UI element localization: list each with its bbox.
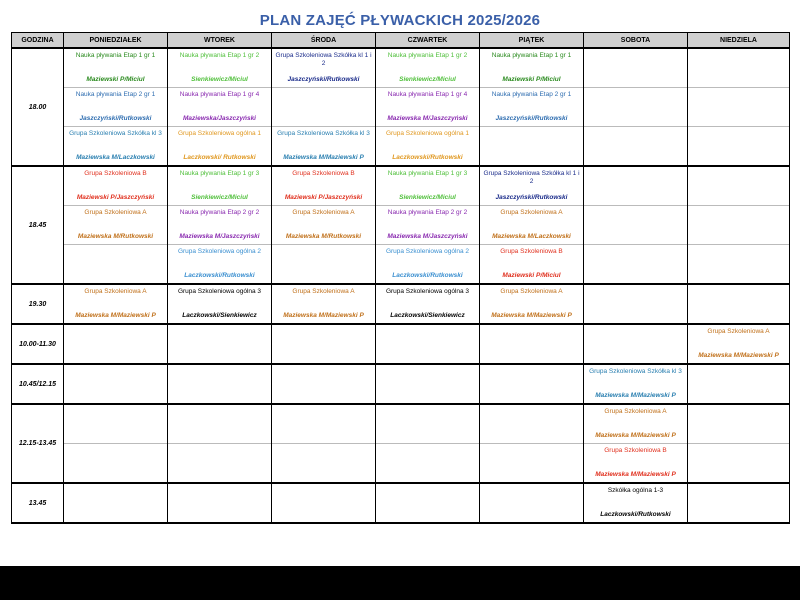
class-cell: [272, 404, 376, 444]
class-cell: [272, 166, 376, 206]
class-cell: [64, 206, 168, 245]
class-cell: [376, 245, 480, 285]
class-cell: [480, 284, 584, 324]
class-cell: [272, 284, 376, 324]
trainers: Maziewska M/Jaszczyński: [179, 233, 260, 240]
group-name: Grupa Szkoleniowa ogólna 2: [177, 248, 262, 255]
class-cell: [272, 48, 376, 88]
class-cell: [688, 284, 790, 324]
group-name: Nauka pływania Etap 2 gr 1: [75, 91, 156, 98]
group-name: Grupa Szkoleniowa ogólna 3: [177, 288, 262, 295]
class-cell: [168, 88, 272, 127]
class-cell: [584, 364, 688, 404]
class-cell: [376, 483, 480, 523]
table-row: [12, 245, 790, 285]
class-cell: [376, 404, 480, 444]
column-header: NIEDZIELA: [688, 33, 790, 49]
group-name: Grupa Szkoleniowa ogólna 3: [385, 288, 470, 295]
group-name: Grupa Szkoleniowa B: [604, 447, 667, 454]
trainers: Maziewska M/Laczkowski: [492, 233, 571, 240]
group-name: Grupa Szkoleniowa ogólna 1: [385, 130, 470, 137]
trainers: Laczkowski/Rutkowski: [392, 272, 463, 279]
trainers: Jaszczyński/Rutkowski: [287, 76, 360, 83]
class-cell: [688, 444, 790, 484]
class-cell: [584, 48, 688, 88]
group-name: Grupa Szkoleniowa A: [84, 288, 147, 295]
table-row: [12, 364, 790, 404]
table-row: [12, 483, 790, 523]
group-name: Grupa Szkoleniowa Szkółka kl 3: [589, 368, 682, 375]
class-cell: [64, 48, 168, 88]
trainers: Maziewski P/Jaszczyński: [284, 194, 363, 201]
class-cell: [272, 206, 376, 245]
class-cell: [584, 444, 688, 484]
class-cell: [64, 245, 168, 285]
trainers: Laczkowski/Sienkiewicz: [182, 312, 257, 319]
class-cell: [168, 284, 272, 324]
class-cell: [64, 404, 168, 444]
column-header: PONIEDZIAŁEK: [64, 33, 168, 49]
class-cell: [688, 483, 790, 523]
class-cell: [376, 284, 480, 324]
group-name: Nauka pływania Etap 2 gr 2: [387, 209, 468, 216]
class-cell: [480, 88, 584, 127]
schedule-table: [11, 32, 790, 524]
group-name: Grupa Szkoleniowa A: [84, 209, 147, 216]
class-cell: [688, 88, 790, 127]
trainers: Maziewska/Jaszczyński: [183, 115, 256, 122]
class-cell: [168, 245, 272, 285]
class-cell: [168, 483, 272, 523]
class-cell: [480, 324, 584, 364]
trainers: Jaszczyński/Rutkowski: [79, 115, 152, 122]
group-name: Grupa Szkoleniowa A: [604, 408, 667, 415]
group-name: Nauka pływania Etap 1 gr 2: [387, 52, 468, 59]
trainers: Maziewski P/Miciul: [86, 76, 145, 83]
class-cell: [584, 127, 688, 167]
class-cell: [168, 324, 272, 364]
table-row: [12, 127, 790, 167]
trainers: Sienkiewicz/Miciul: [191, 194, 248, 201]
trainers: Laczkowski/Rutkowski: [184, 272, 255, 279]
group-name: Nauka pływania Etap 1 gr 3: [179, 170, 260, 177]
trainers: Maziewska M/Jaszczyński: [387, 115, 468, 122]
trainers: Sienkiewicz/Miciul: [399, 194, 456, 201]
group-name: Grupa Szkoleniowa A: [292, 209, 355, 216]
class-cell: [688, 127, 790, 167]
table-row: [12, 284, 790, 324]
group-name: Nauka pływania Etap 2 gr 2: [179, 209, 260, 216]
class-cell: [376, 166, 480, 206]
class-cell: [376, 206, 480, 245]
group-name: Grupa Szkoleniowa B: [500, 248, 563, 255]
page-title: PLAN ZAJĘĆ PŁYWACKICH 2025/2026: [259, 12, 541, 29]
class-cell: [480, 404, 584, 444]
time-cell: 19.30: [12, 284, 64, 324]
class-cell: [168, 364, 272, 404]
trainers: Jaszczyński/Rutkowski: [495, 115, 568, 122]
class-cell: [688, 404, 790, 444]
trainers: Maziewska M/Maziewski P: [283, 312, 364, 319]
group-name: Szkółka ogólna 1-3: [607, 487, 664, 494]
class-cell: [64, 483, 168, 523]
class-cell: [168, 444, 272, 484]
trainers: Maziewska M/Laczkowski: [76, 154, 155, 161]
group-name: Nauka pływania Etap 1 gr 4: [179, 91, 260, 98]
trainers: Maziewska M/Rutkowski: [77, 233, 154, 240]
trainers: Maziewska M/Maziewski P: [595, 432, 676, 439]
class-cell: [64, 88, 168, 127]
group-name: Nauka pływania Etap 2 gr 1: [491, 91, 572, 98]
class-cell: [584, 324, 688, 364]
class-cell: [376, 444, 480, 484]
table-row: [12, 444, 790, 484]
time-cell: 10.00-11.30: [12, 324, 64, 364]
class-cell: [688, 166, 790, 206]
table-row: [12, 166, 790, 206]
group-name: Nauka pływania Etap 1 gr 3: [387, 170, 468, 177]
class-cell: [584, 245, 688, 285]
table-row: [12, 404, 790, 444]
table-row: [12, 88, 790, 127]
class-cell: [376, 127, 480, 167]
class-cell: [480, 48, 584, 88]
class-cell: [480, 127, 584, 167]
column-header: PIĄTEK: [480, 33, 584, 49]
table-row: [12, 324, 790, 364]
group-name: Grupa Szkoleniowa ogólna 2: [385, 248, 470, 255]
group-name: Grupa Szkoleniowa A: [500, 288, 563, 295]
trainers: Laczkowski/Rutkowski: [392, 154, 463, 161]
trainers: Maziewski P/Miciul: [502, 76, 561, 83]
trainers: Laczkowski/Sienkiewicz: [390, 312, 465, 319]
table-row: [12, 206, 790, 245]
class-cell: [272, 88, 376, 127]
time-cell: 13.45: [12, 483, 64, 523]
class-cell: [376, 324, 480, 364]
class-cell: [64, 324, 168, 364]
group-name: Grupa Szkoleniowa A: [292, 288, 355, 295]
trainers: Maziewska M/Jaszczyński: [387, 233, 468, 240]
trainers: Maziewska M/Maziewski P: [698, 352, 779, 359]
class-cell: [272, 364, 376, 404]
class-cell: [168, 48, 272, 88]
group-name: Nauka pływania Etap 1 gr 2: [179, 52, 260, 59]
group-name: Grupa Szkoleniowa ogólna 1: [177, 130, 262, 137]
trainers: Sienkiewicz/Miciul: [399, 76, 456, 83]
class-cell: [272, 245, 376, 285]
class-cell: [168, 404, 272, 444]
class-cell: [64, 284, 168, 324]
group-name: Grupa Szkoleniowa A: [500, 209, 563, 216]
class-cell: [480, 166, 584, 206]
time-cell: 18.45: [12, 166, 64, 284]
class-cell: [480, 245, 584, 285]
group-name: Nauka pływania Etap 1 gr 4: [387, 91, 468, 98]
class-cell: [584, 404, 688, 444]
class-cell: [584, 88, 688, 127]
column-header: SOBOTA: [584, 33, 688, 49]
trainers: Maziewski P/Miciul: [502, 272, 561, 279]
class-cell: [272, 444, 376, 484]
class-cell: [64, 364, 168, 404]
class-cell: [64, 444, 168, 484]
class-cell: [688, 364, 790, 404]
class-cell: [376, 364, 480, 404]
group-name: Grupa Szkoleniowa B: [292, 170, 355, 177]
column-header: CZWARTEK: [376, 33, 480, 49]
trainers: Maziewska M/Maziewski P: [595, 392, 676, 399]
class-cell: [480, 483, 584, 523]
column-header: ŚRODA: [272, 33, 376, 49]
class-cell: [272, 324, 376, 364]
column-header: GODZINA: [12, 33, 64, 49]
class-cell: [688, 324, 790, 364]
trainers: Maziewska M/Maziewski P: [75, 312, 156, 319]
class-cell: [376, 88, 480, 127]
class-cell: [168, 166, 272, 206]
class-cell: [64, 166, 168, 206]
trainers: Laczkowski/Rutkowski: [600, 511, 671, 518]
group-name: Grupa Szkoleniowa Szkółka kl 3: [69, 130, 162, 137]
trainers: Jaszczyński/Rutkowski: [495, 194, 568, 201]
class-cell: [376, 48, 480, 88]
class-cell: [688, 245, 790, 285]
column-header: WTOREK: [168, 33, 272, 49]
group-name: Nauka pływania Etap 1 gr 1: [75, 52, 156, 59]
class-cell: [584, 166, 688, 206]
group-name: Grupa Szkoleniowa Szkółka kl 1 i 2: [483, 170, 580, 185]
time-cell: 10.45/12.15: [12, 364, 64, 404]
group-name: Nauka pływania Etap 1 gr 1: [491, 52, 572, 59]
trainers: Maziewska M/Rutkowski: [285, 233, 362, 240]
class-cell: [688, 206, 790, 245]
time-cell: 18.00: [12, 48, 64, 166]
class-cell: [480, 364, 584, 404]
group-name: Grupa Szkoleniowa Szkółka kl 3: [277, 130, 370, 137]
class-cell: [584, 284, 688, 324]
trainers: Sienkiewicz/Miciul: [191, 76, 248, 83]
class-cell: [584, 206, 688, 245]
trainers: Maziewski P/Jaszczyński: [76, 194, 155, 201]
time-cell: 12.15-13.45: [12, 404, 64, 483]
trainers: Maziewska M/Maziewski P: [283, 154, 364, 161]
class-cell: [480, 444, 584, 484]
group-name: Grupa Szkoleniowa B: [84, 170, 147, 177]
trainers: Laczkowski/ Rutkowski: [183, 154, 256, 161]
header-row: [12, 33, 790, 49]
class-cell: [688, 48, 790, 88]
class-cell: [480, 206, 584, 245]
class-cell: [584, 483, 688, 523]
class-cell: [272, 483, 376, 523]
table-row: [12, 48, 790, 88]
group-name: Grupa Szkoleniowa Szkółka kl 1 i 2: [275, 52, 372, 67]
class-cell: [272, 127, 376, 167]
group-name: Grupa Szkoleniowa A: [707, 328, 770, 335]
class-cell: [64, 127, 168, 167]
trainers: Maziewska M/Maziewski P: [491, 312, 572, 319]
trainers: Maziewska M/Maziewski P: [595, 471, 676, 478]
class-cell: [168, 206, 272, 245]
class-cell: [168, 127, 272, 167]
